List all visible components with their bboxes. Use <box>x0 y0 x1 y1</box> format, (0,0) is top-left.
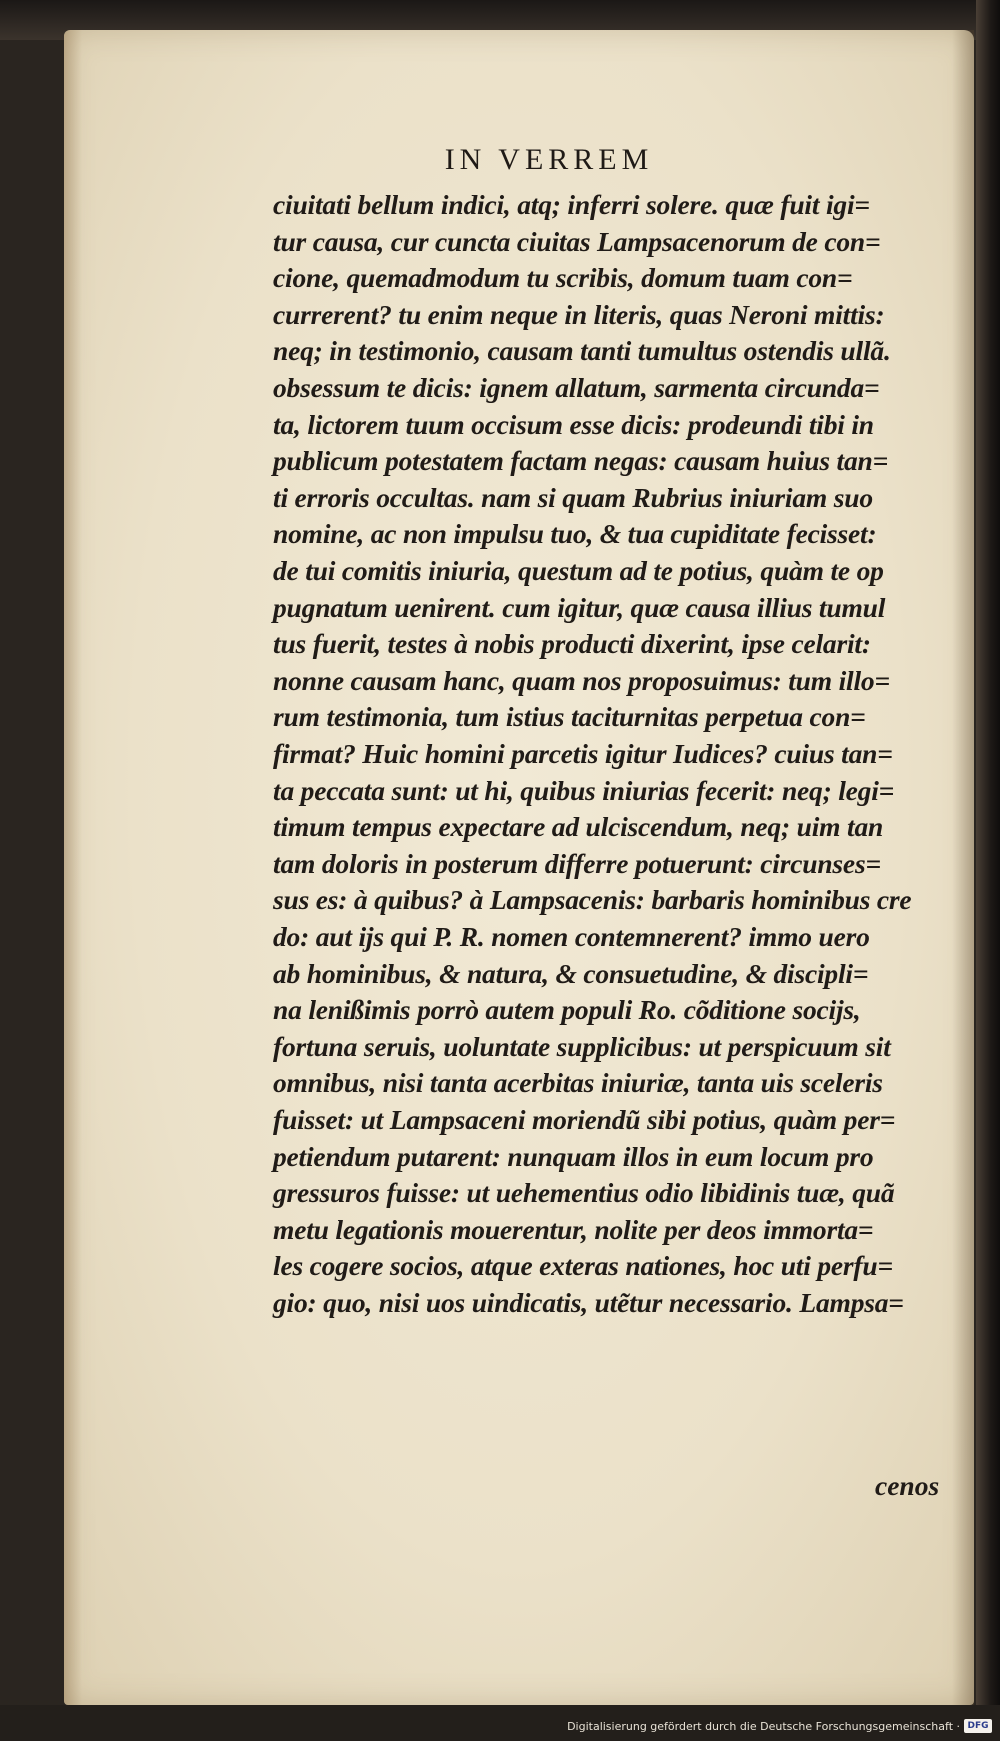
text-line: tur causa, cur cuncta ciuitas Lampsacenorum de con= <box>273 225 881 257</box>
footer-bar <box>0 1705 1000 1741</box>
text-line: firmat? Huic homini parcetis igitur Iudices? cuius tan= <box>273 738 893 769</box>
text-line: sus es: à quibus? à Lampsacenis: barbaris hominibus cre <box>273 884 912 916</box>
text-line: timum tempus expectare ad ulciscendum, neq; uim tan <box>273 811 884 843</box>
text-line: gressuros fuisse: ut uehementius odio libidinis tuæ, quã <box>273 1177 895 1209</box>
text-line: les cogere socios, atque exteras nationes, hoc uti perfu= <box>273 1250 893 1282</box>
text-line: petiendum putarent: nunquam illos in eum locum pro <box>273 1140 874 1172</box>
text-line: ti erroris occultas. nam si quam Rubrius iniuriam suo <box>273 481 873 513</box>
text-line: obsessum te dicis: ignem allatum, sarmenta circunda= <box>273 372 880 403</box>
text-line: currerent? tu enim neque in literis, quas Neroni mittis: <box>273 298 885 330</box>
text-line: omnibus, nisi tanta acerbitas iniuriæ, tanta uis sceleris <box>273 1067 883 1099</box>
text-line: ta peccata sunt: ut hi, quibus iniurias fecerit: neq; legi= <box>273 774 895 806</box>
text-line: de tui comitis iniuria, questum ad te potius, quàm te op <box>273 555 884 586</box>
text-line: metu legationis mouerentur, nolite per deos immorta= <box>273 1213 874 1245</box>
text-line: tus fuerit, testes à nobis producti dixerint, ipse celarit: <box>273 628 871 660</box>
page-gutter-shadow <box>64 30 82 1705</box>
page-edge-shadow <box>952 30 974 1705</box>
digitization-credit: Digitalisierung gefördert durch die Deutsche Forschungsgemeinschaft · <box>567 1720 960 1733</box>
text-line: fuisset: ut Lampsaceni moriendũ sibi potius, quàm per= <box>273 1104 896 1135</box>
text-line: nonne causam hanc, quam nos proposuimus: tum illo= <box>273 664 890 696</box>
text-line: cione, quemadmodum tu scribis, domum tuam con= <box>273 262 853 294</box>
text-line: tam doloris in posterum differre potuerunt: circunses= <box>273 847 881 879</box>
book-edge <box>976 0 1000 1741</box>
dfg-logo: DFG <box>964 1719 992 1733</box>
text-line: do: aut ijs qui P. R. nomen contemnerent? immo uero <box>273 921 870 952</box>
text-line: neq; in testimonio, causam tanti tumultus ostendis ullã. <box>273 335 891 367</box>
text-line: ab hominibus, & natura, & consuetudine, & discipli= <box>273 957 869 989</box>
book-page <box>64 30 974 1705</box>
text-line: nomine, ac non impulsu tuo, & tua cupiditate fecisset: <box>273 518 877 550</box>
text-line: fortuna seruis, uoluntate supplicibus: ut perspicuum sit <box>273 1030 891 1062</box>
text-line: gio: quo, nisi uos uindicatis, utẽtur necessario. Lampsa= <box>273 1287 904 1318</box>
running-head: IN VERREM <box>444 143 654 176</box>
catchword: cenos <box>875 1470 940 1501</box>
text-line: publicum potestatem factam negas: causam huius tan= <box>273 445 889 477</box>
text-line: pugnatum uenirent. cum igitur, quæ causa illius tumul <box>273 591 886 623</box>
text-line: ta, lictorem tuum occisum esse dicis: prodeundi tibi in <box>273 408 874 440</box>
text-line: ciuitati bellum indici, atq; inferri solere. quæ fuit igi= <box>273 189 870 220</box>
text-line: na lenißimis porrò autem populi Ro. cõditione socijs, <box>273 994 861 1026</box>
text-line: rum testimonia, tum istius taciturnitas perpetua con= <box>273 701 866 733</box>
